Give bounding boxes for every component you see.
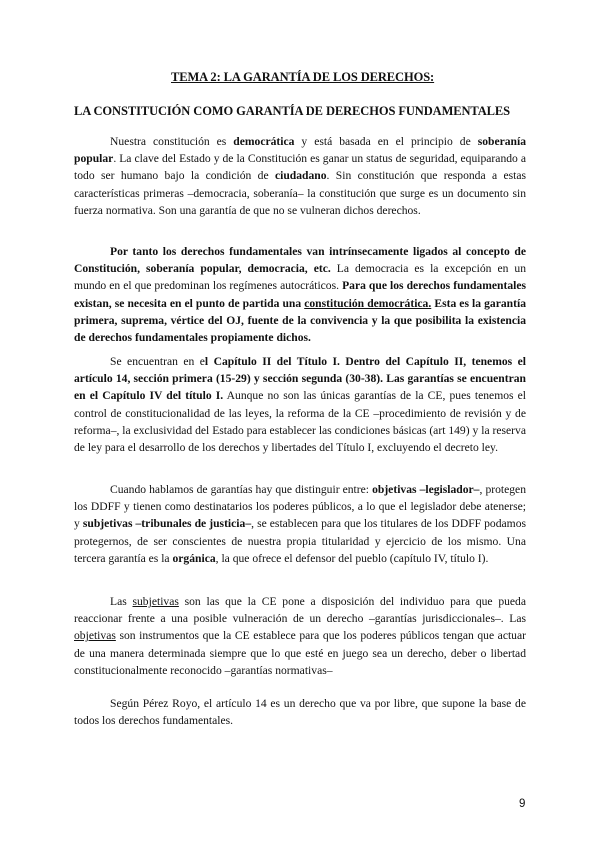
emphasis-span: orgánica — [172, 551, 216, 565]
text-span: y está basada en el principio de — [294, 135, 478, 148]
underlined-emphasis-span: constitución democrática. — [304, 296, 432, 310]
text-span: . Sin constitución que responda a estas características primeras –democracia, soberanía– la constitución que surge es un documento sin fuerza normativa. Son una garantía de que no se vulneran dichos derechos. — [74, 169, 527, 217]
page-number: 9 — [519, 798, 526, 810]
emphasis-span: objetivas –legislador– — [372, 483, 480, 496]
paragraph-3 — [74, 353, 526, 456]
text-span: , protegen los DDFF y tienen como destinatarios los poderes públicos, a lo que el legislador debe atenerse; y — [74, 483, 527, 531]
paragraph-1 — [74, 133, 526, 219]
emphasis-span: Para que los derechos fundamentales existan, se necesita en el punto de partida una — [74, 279, 526, 310]
text-span: Nuestra constitución es — [110, 135, 234, 148]
underlined-span: subjetivas — [132, 595, 179, 608]
paragraph-5 — [74, 593, 526, 679]
text-span: . La clave del Estado y de la Constitución es ganar un status de seguridad, equiparando a todo ser humano bajo la condición de — [74, 152, 526, 183]
emphasis-span: l Capítulo II del Título I. Dentro del Capítulo II, tenemos el artículo 14, sección primera (15-29) y sección segunda (30-38). Las garantías se encuentran en el Capítulo IV del título I. — [74, 355, 526, 403]
emphasis-span: soberanía popular — [74, 135, 526, 166]
text-span: Se encuentran en e — [110, 355, 205, 368]
emphasis-span: Por tanto los derechos fundamentales van intrínsecamente ligados al concepto de Constitución, soberanía popular, democracia, etc. — [74, 245, 526, 276]
emphasis-span: ciudadano — [274, 169, 327, 183]
text-span: son instrumentos que la CE establece para que los poderes públicos tengan que actuar de una manera determinada siempre que lo que esté en juego sea un derecho, deber o libertad constitucionalmente reconocido –garantías normativas– — [74, 629, 526, 677]
text-span: Según Pérez Royo, el artículo 14 es un derecho que va por libre, que supone la base de todos los derechos fundamentales. — [74, 697, 526, 728]
paragraph-4 — [74, 481, 526, 567]
text-span: Cuando hablamos de garantías hay que distinguir entre: — [110, 483, 373, 496]
section-heading: LA CONSTITUCIÓN COMO GARANTÍA DE DERECHOS FUNDAMENTALES — [74, 104, 510, 118]
text-span: La democracia es la excepción en un mundo en el que predominan los regímenes autocráticos. — [74, 262, 526, 293]
underlined-span: objetivas — [74, 629, 116, 643]
paragraph-6 — [74, 695, 526, 729]
text-span: son las que la CE pone a disposición del individuo para que pueda reaccionar frente a una posible vulneración de un derecho –garantías jurisdiccionales–. Las — [74, 595, 526, 626]
text-span: , se establecen para que los titulares de los DDFF podamos protegernos, de ser conscientes de nuestra propia titularidad y ejercicio de los mismo. Una tercera garantía es la — [74, 517, 527, 565]
paragraph-2 — [74, 243, 526, 346]
text-span: Las — [110, 595, 133, 608]
text-span: , la que ofrece el defensor del pueblo (capítulo IV, título I). — [215, 551, 489, 565]
document-title: TEMA 2: LA GARANTÍA DE LOS DERECHOS: — [171, 70, 435, 84]
emphasis-span: subjetivas –tribunales de justicia– — [82, 517, 252, 531]
emphasis-span: democrática — [233, 135, 295, 148]
emphasis-span: Esta es la garantía primera, suprema, vértice del OJ, fuente de la convivencia y la que posibilita la existencia de derechos fundamentales propiamente dichos. — [74, 296, 526, 345]
text-span: Aunque no son las únicas garantías de la CE, pues tenemos el control de constitucionalidad de las leyes, la reforma de la CE –procedimiento de revisión y de reforma–, la exclusividad del Estado para establecer las condiciones básicas (art 149) y la reserva de ley para el desarrollo de los derechos y libertades del Título I, excluyendo el decreto ley. — [74, 389, 527, 455]
